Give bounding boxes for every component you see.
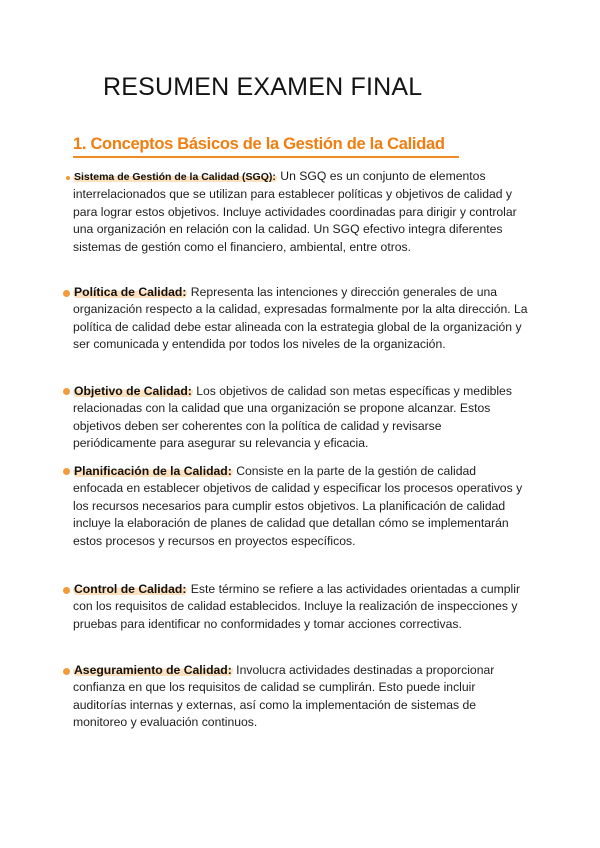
definition-entry-aseguramiento (73, 662, 528, 732)
definition-term: Objetivo de Calidad: (74, 384, 192, 398)
definition-entry-objetivo (73, 383, 528, 453)
definition-entry-control (73, 581, 528, 633)
definition-entry-politica (73, 284, 528, 354)
definition-term: Sistema de Gestión de la Calidad (SGQ): (74, 171, 276, 183)
definition-text: Consiste en la parte de la gestión de calidad enfocada en establecer objetivos de calidad y especificar los procesos operativos y los recursos necesarios para cumplir estos objetivos. La planificación de calidad incluye la elaboración de planes de calidad que detallan cómo se implementarán estos procesos y recursos en proyectos específicos. (73, 464, 523, 548)
definition-text: Este término se refiere a las actividades orientadas a cumplir con los requisitos de calidad establecidos. Incluye la realización de inspecciones y pruebas para identificar no conformidades y tomar acciones correctivas. (73, 582, 521, 631)
section-heading: 1. Conceptos Básicos de la Gestión de la Calidad (73, 135, 445, 153)
bullet-marker (63, 468, 70, 475)
bullet-marker (63, 587, 70, 594)
definition-entry-sgq (73, 168, 528, 256)
document-title: RESUMEN EXAMEN FINAL (103, 73, 423, 101)
bullet-marker (66, 176, 70, 180)
definition-term: Control de Calidad: (74, 582, 187, 596)
definition-text: Involucra actividades destinadas a proporcionar confianza en que los requisitos de calidad se cumplirán. Esto puede incluir auditorías internas y externas, así como la implementación de sistemas de monitoreo y evaluación continuos. (73, 663, 495, 730)
bullet-marker (63, 668, 70, 675)
bullet-marker (63, 290, 70, 297)
definition-text: Representa las intenciones y dirección generales de una organización respecto a la calidad, expresadas formalmente por la alta dirección. La política de calidad debe estar alineada con la estrategia global de la organización y ser comunicada y entendida por todos los niveles de la organización. (73, 285, 528, 352)
definition-entry-planificacion (73, 463, 528, 550)
definition-term: Aseguramiento de Calidad: (74, 663, 232, 677)
definition-text: Los objetivos de calidad son metas específicas y medibles relacionadas con la calidad que una organización se propone alcanzar. Estos objetivos deben ser coherentes con la política de calidad y revisarse periódicamente para asegurar su relevancia y eficacia. (73, 384, 512, 451)
definition-text: Un SGQ es un conjunto de elementos interrelacionados que se utilizan para establecer políticas y objetivos de calidad y para lograr estos objetivos. Incluye actividades coordinadas para dirigir y controlar una organización en relación con la calidad. Un SGQ efectivo integra diferentes sistemas de gestión como el financiero, ambiental, entre otros. (73, 169, 517, 254)
section-underline (73, 156, 459, 158)
definition-term: Planificación de la Calidad: (74, 464, 232, 478)
bullet-marker (63, 388, 70, 395)
definition-term: Política de Calidad: (74, 285, 187, 299)
